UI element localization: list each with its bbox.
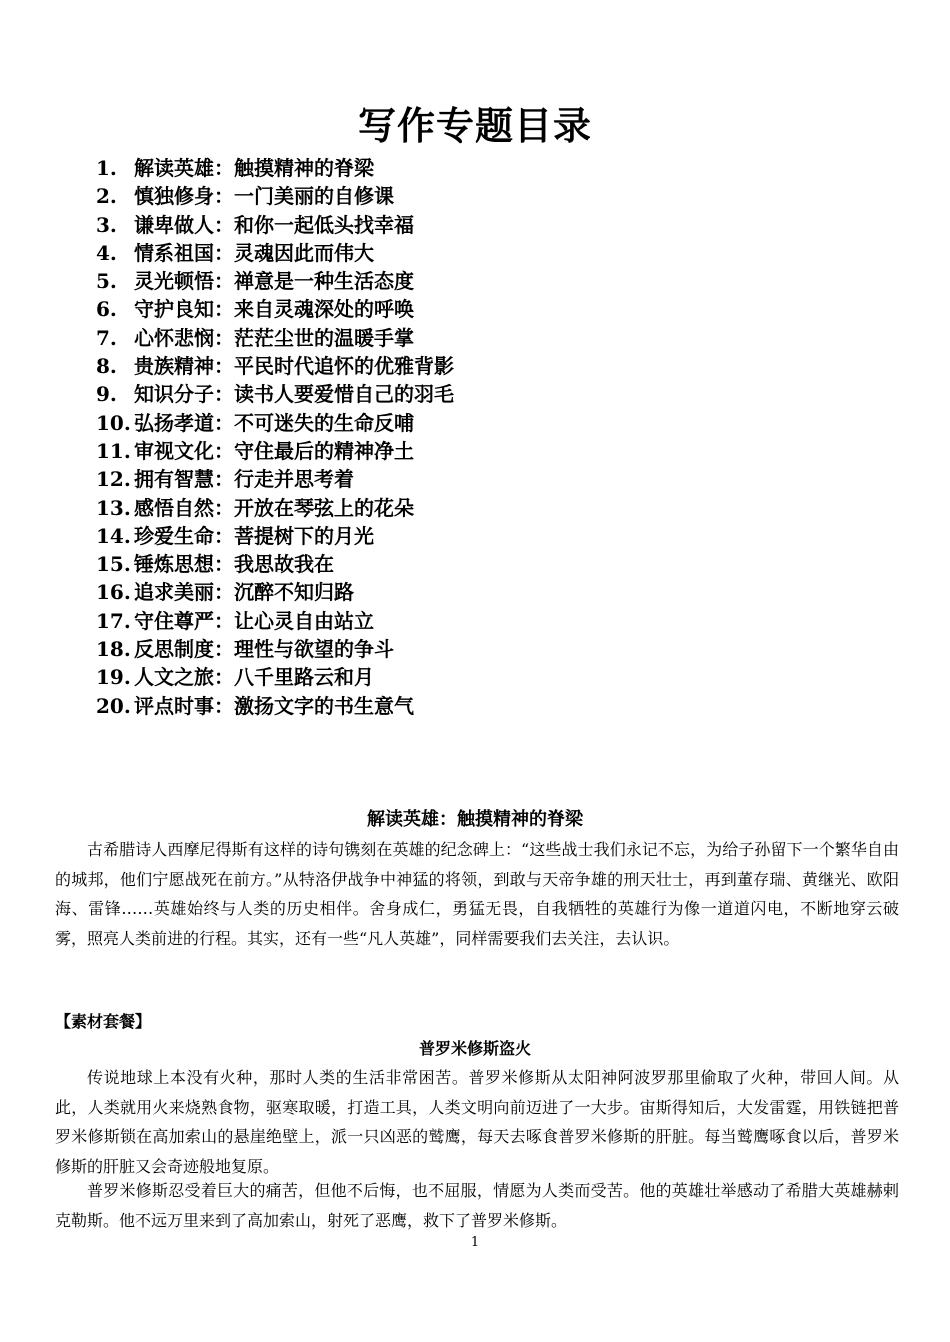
toc-item-number: 14. <box>96 523 131 548</box>
material-label: 【素材套餐】 <box>55 1012 152 1031</box>
toc-item-number: 17. <box>96 608 131 633</box>
toc-item <box>96 182 454 210</box>
toc-item-number: 16. <box>96 580 131 605</box>
toc-item-number: 7. <box>96 325 117 350</box>
toc-item-text: 守护良知：来自灵魂深处的呼唤 <box>134 297 414 322</box>
toc-item <box>96 550 454 578</box>
toc-item-text: 追求美丽：沉醉不知归路 <box>134 580 354 605</box>
story-title: 普罗米修斯盗火 <box>418 1039 531 1058</box>
toc-item <box>96 692 454 720</box>
toc-item-text: 慎独修身：一门美丽的自修课 <box>134 184 394 209</box>
toc-item <box>96 295 454 323</box>
section-title: 解读英雄：触摸精神的脊梁 <box>367 809 583 830</box>
toc-item <box>96 409 454 437</box>
toc-item-number: 9. <box>96 382 117 407</box>
toc-item-number: 15. <box>96 552 131 577</box>
toc-item <box>96 663 454 691</box>
toc-item-number: 12. <box>96 467 131 492</box>
toc-item-text: 心怀悲悯：茫茫尘世的温暖手掌 <box>134 325 414 350</box>
toc-item-text: 谦卑做人：和你一起低头找幸福 <box>134 212 414 237</box>
toc-item-text: 贵族精神：平民时代追怀的优雅背影 <box>134 354 454 379</box>
toc-item <box>96 267 454 295</box>
toc-item-text: 灵光顿悟：禅意是一种生活态度 <box>134 269 414 294</box>
toc-item-text: 拥有智慧：行走并思考着 <box>134 467 354 492</box>
intro-paragraph: 古希腊诗人西摩尼得斯有这样的诗句镌刻在英雄的纪念碑上：“这些战士我们永记不忘，为给子孙留下一个繁华自由的城邦，他们宁愿战死在前方。”从特洛伊战争中神猛的将领，到敢与天帝争雄的刑天壮士，再到董存瑞、黄继光、欧阳海、雷锋……英雄始终与人类的历史相伴。舍身成仁，勇猛无畏，自我牺牲的英雄行为像一道道闪电，不断地穿云破雾，照亮人类前进的行程。其实，还有一些“凡人英雄”，同样需要我们去关注，去认识。 <box>55 840 899 948</box>
toc-item-text: 反思制度：理性与欲望的争斗 <box>134 637 394 662</box>
toc-item <box>96 494 454 522</box>
toc-item-number: 11. <box>96 438 131 463</box>
toc-item <box>96 352 454 380</box>
toc-item-text: 审视文化：守住最后的精神净土 <box>134 438 414 463</box>
toc-item-text: 感悟自然：开放在琴弦上的花朵 <box>134 495 414 520</box>
toc-item <box>96 607 454 635</box>
toc-item-number: 1. <box>96 156 117 180</box>
toc-item-text: 知识分子：读书人要爱惜自己的羽毛 <box>134 382 454 407</box>
toc-item-text: 弘扬孝道：不可迷失的生命反哺 <box>134 410 414 435</box>
toc-item <box>96 522 454 550</box>
toc-item <box>96 324 454 352</box>
page-number: 1 <box>470 1235 480 1250</box>
toc-item <box>96 239 454 267</box>
story-paragraph: 普罗米修斯忍受着巨大的痛苦，但他不后悔，也不屈服，情愿为人类而受苦。他的英雄壮举感动了希腊大英雄赫剌克勒斯。他不远万里来到了高加索山，射死了恶鹰，救下了普罗米修斯。 <box>55 1181 899 1230</box>
toc-item-number: 20. <box>96 693 131 718</box>
toc-item <box>96 211 454 239</box>
toc-item-text: 情系祖国：灵魂因此而伟大 <box>134 240 374 265</box>
toc-item-text: 珍爱生命：菩提树下的月光 <box>134 523 374 548</box>
toc-item-text: 锤炼思想：我思故我在 <box>134 552 334 577</box>
toc-item-number: 5. <box>96 269 117 294</box>
table-of-contents <box>96 154 454 720</box>
toc-item <box>96 154 454 182</box>
toc-item-text: 人文之旅：八千里路云和月 <box>134 665 374 690</box>
toc-item-text: 解读英雄：触摸精神的脊梁 <box>134 156 374 180</box>
toc-item-number: 8. <box>96 354 117 379</box>
toc-item-text: 守住尊严：让心灵自由站立 <box>134 608 374 633</box>
toc-item <box>96 578 454 606</box>
toc-item-number: 3. <box>96 212 117 237</box>
toc-item-number: 10. <box>96 410 131 435</box>
toc-item-number: 4. <box>96 240 117 265</box>
toc-item <box>96 635 454 663</box>
toc-item-number: 6. <box>96 297 117 322</box>
toc-item-number: 13. <box>96 495 131 520</box>
toc-item-text: 评点时事：激扬文字的书生意气 <box>134 693 414 718</box>
toc-item-number: 2. <box>96 184 117 209</box>
toc-item-number: 19. <box>96 665 131 690</box>
toc-item <box>96 437 454 465</box>
document-title: 写作专题目录 <box>357 103 592 148</box>
toc-item <box>96 380 454 408</box>
story-paragraph: 传说地球上本没有火种，那时人类的生活非常困苦。普罗米修斯从太阳神阿波罗那里偷取了火种，带回人间。从此，人类就用火来烧熟食物，驱寒取暖，打造工具，人类文明向前迈进了一大步。宙斯得知后，大发雷霆，用铁链把普罗米修斯锁在高加索山的悬崖绝壁上，派一只凶恶的鹫鹰，每天去啄食普罗米修斯的肝脏。每当鹫鹰啄食以后，普罗米修斯的肝脏又会奇迹般地复原。 <box>55 1068 899 1176</box>
toc-item <box>96 465 454 493</box>
toc-item-number: 18. <box>96 637 131 662</box>
